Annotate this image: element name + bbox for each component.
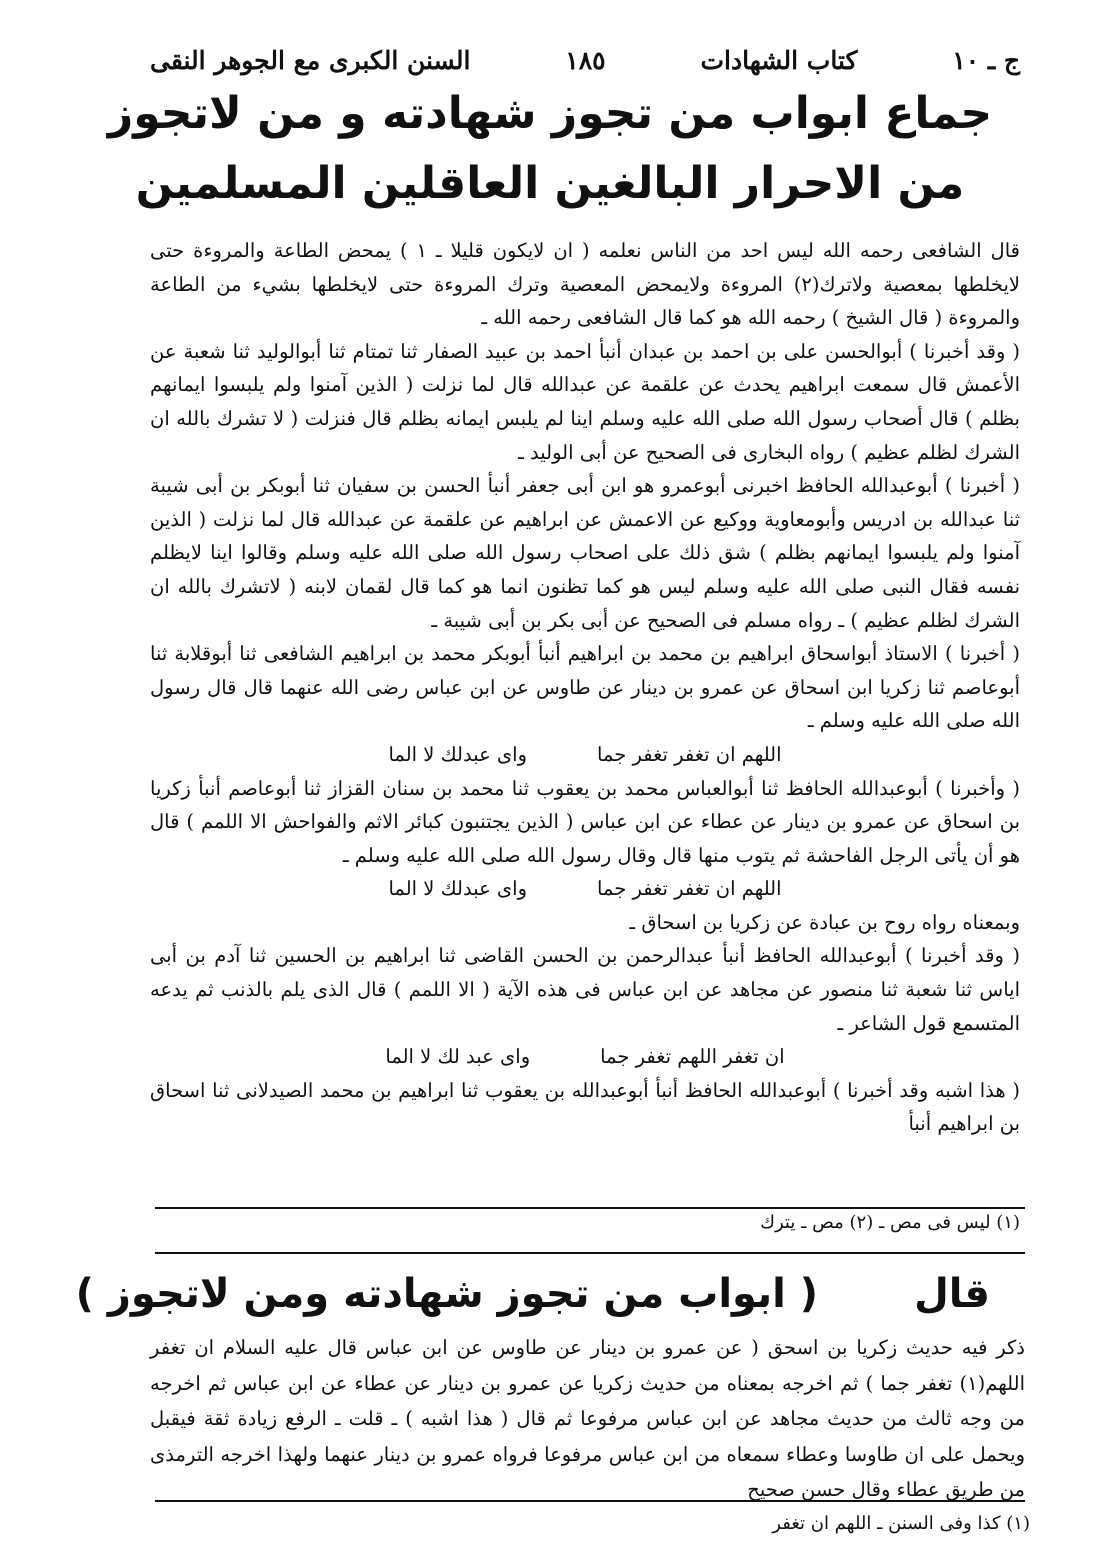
paragraph: ( وقد أخبرنا ) أبوعبدالله الحافظ أنبأ عبدالرحمن بن الحسن القاضى ثنا ابراهيم بن الحسين ثنا آدم بن أبى اياس ثنا شعبة ثنا منصور عن مجاهد عن ابن عباس فى هذه الآية ( الا اللمم ) قال الذى يلم بالذنب ثم يدعه المتسمع قول الشاعر ـ bbox=[150, 944, 1020, 1035]
paragraph: ( أخبرنا ) أبوعبدالله الحافظ اخبرنى أبوعمرو هو ابن أبى جعفر أنبأ الحسن بن سفيان ثنا أبوبكر بن أبى شيبة ثنا عبدالله بن ادريس وأبومعاوية ووكيع عن الاعمش عن ابراهيم عن علقمة عن عبدالله قال لما نزلت ( الذين آمنوا ولم يلبسوا ايمانهم بظلم ) شق ذلك على اصحاب رسول الله صلى الله عليه وسلم وقالوا اينا لايظلم نفسه فقال النبى صلى الله عليه وسلم ليس هو كما تظنون انما هو كما قال لقمان لابنه ( لاتشرك بالله ان الشرك لظلم عظيم ) ـ رواه مسلم فى الصحيح عن أبى بكر بن أبى شيبة ـ bbox=[150, 474, 1020, 632]
verse bbox=[150, 872, 1020, 906]
commentary-lead: قال bbox=[914, 1271, 990, 1317]
divider bbox=[155, 1500, 1025, 1502]
paragraph: قال الشافعى رحمه الله ليس احد من الناس نعلمه ( ان لايكون قليلا ـ ١ ) يمحض الطاعة والمروءة حتى لايخلطها بمعصية ولاترك(٢) المروءة ولايمحض المعصية وترك المروءة حتى لايخلطها بشيء من الطاعة والمروءة ( قال الشيخ ) رحمه الله هو كما قال الشافعى رحمه الله ـ bbox=[150, 239, 1020, 330]
verse-hemistich: اللهم ان تغفر تغفر جما bbox=[597, 742, 782, 766]
chapter-title: كتاب الشهادات bbox=[700, 45, 858, 75]
verse-hemistich: اللهم ان تغفر تغفر جما bbox=[597, 877, 782, 901]
book-title: السنن الكبرى مع الجوهر النقى bbox=[150, 45, 471, 75]
paragraph: ( وأخبرنا ) أبوعبدالله الحافظ ثنا أبوالعباس محمد بن يعقوب ثنا محمد بن سنان القزاز ثنا أبوعاصم أنبأ زكريا بن اسحاق عن عمرو بن دينار عن عطاء عن ابن عباس ( الذين يجتنبون كبائر الاثم والفواحش الا اللمم ) قال هو أن يأتى الرجل الفاحشة ثم يتوب منها قال وقال رسول الله صلى الله عليه وسلم ـ bbox=[150, 776, 1020, 867]
footnote: (١) كذا وفى السنن ـ اللهم ان تغفر bbox=[772, 1513, 1030, 1534]
divider bbox=[155, 1252, 1025, 1254]
verse bbox=[150, 1040, 1020, 1074]
paragraph: ( وقد أخبرنا ) أبوالحسن على بن احمد بن عبدان أنبأ احمد بن عبيد الصفار ثنا تمتام ثنا أبوالوليد ثنا شعبة عن الأعمش قال سمعت ابراهيم يحدث عن علقمة عن عبدالله قال لما نزلت ( الذين آمنوا ولم يلبسوا ايمانهم بظلم ) قال أصحاب رسول الله صلى الله عليه وسلم اينا لم يلبس ايمانه بظلم قال فنزلت ( لا تشرك بالله ان الشرك لظلم عظيم ) رواه البخارى فى الصحيح عن أبى الوليد ـ bbox=[150, 339, 1020, 464]
verse-hemistich: ان تغفر اللهم تغفر جما bbox=[600, 1045, 785, 1069]
section-title-line2: من الاحرار البالغين العاقلين المسلمين bbox=[135, 158, 965, 209]
verse-hemistich: واى عبدلك لا الما bbox=[388, 877, 528, 901]
commentary-heading bbox=[75, 1262, 1020, 1326]
commentary-title: ( ابواب من تجوز شهادته ومن لاتجوز ) bbox=[75, 1271, 819, 1317]
verse-hemistich: واى عبدلك لا الما bbox=[388, 742, 528, 766]
volume-number: ج ـ ١٠ bbox=[952, 45, 1020, 75]
footnote: (١) ليس فى مص ـ (٢) مص ـ يترك bbox=[760, 1212, 1020, 1233]
verse bbox=[150, 738, 1020, 772]
paragraph: ذكر فيه حديث زكريا بن اسحق ( عن عمرو بن دينار عن طاوس عن ابن عباس قال عليه السلام ان تغفر اللهم(١) تغفر جما ) ثم اخرجه بمعناه من حديث زكريا عن عمرو بن دينار عن عطاء عن ابن عباس ثم اخرجه من وجه ثالث من حديث مجاهد عن ابن عباس مرفوعا ثم قال ( هذا اشبه ) ـ قلت ـ الرفع زيادة ثقة فيقبل ويحمل على ان طاوسا وعطاء سمعاه من ابن عباس مرفوعا فرواه عمرو بن دينار عنهما ولهذا اخرجه الترمذى من طريق عطاء وقال حسن صحيح bbox=[150, 1336, 1025, 1501]
commentary-text bbox=[150, 1330, 1025, 1508]
section-title-line1: جماع ابواب من تجوز شهادته و من لاتجوز bbox=[107, 88, 993, 139]
page-number: ١٨٥ bbox=[565, 45, 606, 75]
paragraph: وبمعناه رواه روح بن عبادة عن زكريا بن اسحاق ـ bbox=[629, 910, 1020, 934]
paragraph: ( هذا اشبه وقد أخبرنا ) أبوعبدالله الحافظ أنبأ أبوعبدالله بن يعقوب ثنا ابراهيم بن محمد الصيدلانى ثنا اسحاق بن ابراهيم أنبأ bbox=[150, 1078, 1020, 1136]
running-header bbox=[150, 38, 1020, 82]
paragraph: ( أخبرنا ) الاستاذ أبواسحاق ابراهيم بن محمد بن ابراهيم أنبأ أبوبكر محمد بن ابراهيم الشافعى ثنا أبوقلابة ثنا أبوعاصم ثنا زكريا ابن اسحاق عن عمرو بن دينار عن طاوس عن ابن عباس رضى الله عنهما قال قال رسول الله صلى الله عليه وسلم ـ bbox=[150, 642, 1020, 733]
divider bbox=[155, 1207, 1025, 1209]
verse-hemistich: واى عبد لك لا الما bbox=[385, 1045, 531, 1069]
main-text bbox=[150, 234, 1020, 1141]
